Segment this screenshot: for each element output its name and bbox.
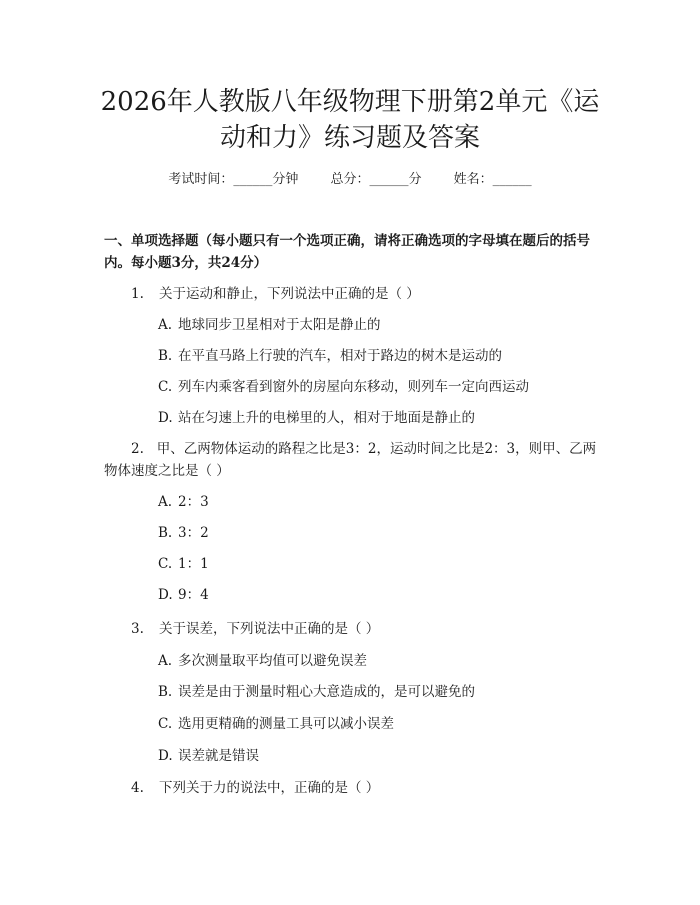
exam-info-line bbox=[0, 168, 700, 187]
option-item bbox=[158, 345, 502, 367]
option-letter: C. bbox=[158, 556, 173, 572]
option-text: 多次测量取平均值可以避免误差 bbox=[178, 653, 367, 669]
option-letter: C. bbox=[158, 716, 173, 732]
question-text: 关于误差，下列说法中正确的是（ ） bbox=[159, 621, 380, 637]
option-text: 9：4 bbox=[178, 587, 209, 603]
option-item bbox=[158, 650, 367, 672]
option-item bbox=[158, 314, 381, 336]
option-text: 站在匀速上升的电梯里的人，相对于地面是静止的 bbox=[178, 410, 475, 426]
question-stem bbox=[131, 618, 379, 640]
option-text: 2：3 bbox=[178, 494, 209, 510]
document-title: 2026年人教版八年级物理下册第2单元《运动和力》练习题及答案 bbox=[100, 87, 600, 153]
option-letter: D. bbox=[158, 587, 173, 603]
option-text: 在平直马路上行驶的汽车，相对于路边的树木是运动的 bbox=[178, 348, 502, 364]
student-name: 姓名：______ bbox=[453, 172, 532, 187]
option-text: 误差就是错误 bbox=[178, 748, 259, 764]
option-letter: B. bbox=[158, 684, 173, 700]
exam-time: 考试时间：______分钟 bbox=[168, 172, 299, 187]
option-letter: D. bbox=[158, 410, 173, 426]
option-text: 误差是由于测量时粗心大意造成的，是可以避免的 bbox=[178, 684, 475, 700]
option-item bbox=[158, 584, 209, 606]
question-stem bbox=[104, 438, 600, 482]
question-number: 1. bbox=[131, 286, 144, 302]
option-letter: A. bbox=[158, 317, 173, 333]
question-stem bbox=[131, 777, 379, 799]
total-score: 总分：______分 bbox=[330, 172, 422, 187]
question-number: 4. bbox=[131, 780, 144, 796]
option-letter: A. bbox=[158, 653, 173, 669]
question-text: 甲、乙两物体运动的路程之比是3：2，运动时间之比是2：3，则甲、乙两物体速度之比是（ ） bbox=[104, 441, 597, 479]
option-letter: D. bbox=[158, 748, 173, 764]
option-letter: B. bbox=[158, 525, 173, 541]
option-item bbox=[158, 553, 209, 575]
option-letter: B. bbox=[158, 348, 173, 364]
question-number: 2. bbox=[131, 441, 144, 457]
option-text: 1：1 bbox=[178, 556, 209, 572]
question-text: 下列关于力的说法中，正确的是（ ） bbox=[159, 780, 380, 796]
option-letter: A. bbox=[158, 494, 173, 510]
option-text: 选用更精确的测量工具可以减小误差 bbox=[178, 716, 394, 732]
question-stem bbox=[131, 283, 420, 305]
option-text: 地球同步卫星相对于太阳是静止的 bbox=[178, 317, 381, 333]
section-heading: 一、单项选择题（每小题只有一个选项正确，请将正确选项的字母填在题后的括号内。每小题3分，共24分） bbox=[104, 233, 590, 271]
option-text: 3：2 bbox=[178, 525, 209, 541]
option-item bbox=[158, 491, 209, 513]
option-item bbox=[158, 713, 394, 735]
option-text: 列车内乘客看到窗外的房屋向东移动，则列车一定向西运动 bbox=[178, 379, 529, 395]
option-item bbox=[158, 522, 209, 544]
option-item bbox=[158, 376, 529, 398]
question-text: 关于运动和静止，下列说法中正确的是（ ） bbox=[159, 286, 420, 302]
option-letter: C. bbox=[158, 379, 173, 395]
question-number: 3. bbox=[131, 621, 144, 637]
option-item bbox=[158, 407, 475, 429]
option-item bbox=[158, 681, 475, 703]
option-item bbox=[158, 745, 259, 767]
